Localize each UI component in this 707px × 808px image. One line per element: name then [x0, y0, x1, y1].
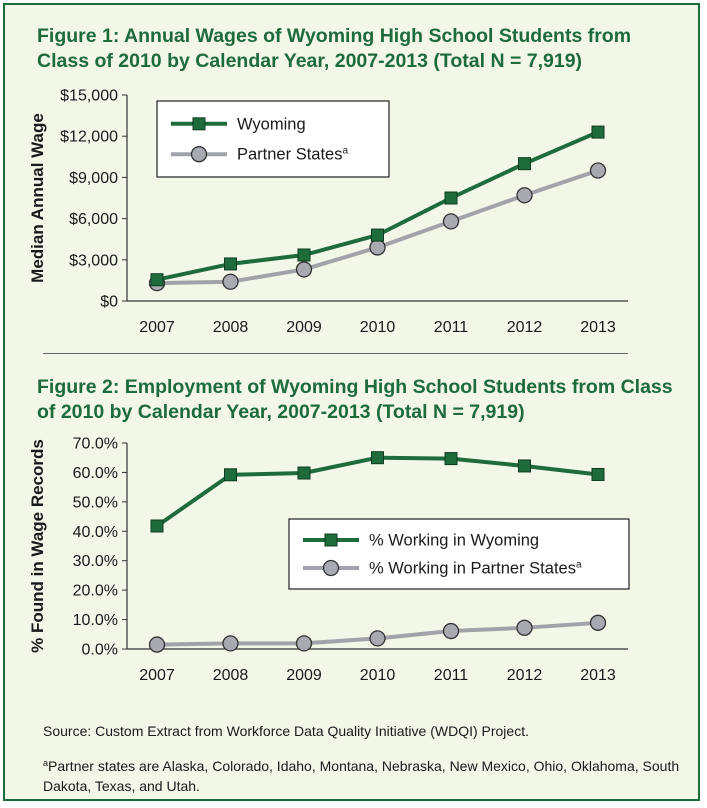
legend-footnote-marker: a — [575, 559, 582, 571]
y-tick-label: 30.0% — [72, 553, 118, 571]
x-tick-label: 2012 — [506, 667, 543, 684]
wyoming-point — [225, 258, 237, 270]
x-tick-label: 2010 — [359, 319, 396, 336]
figure-1-title: Figure 1: Annual Wages of Wyoming High School Students from Class of 2010 by Calendar Year, 2007-2013 (Total N = 7,919) — [37, 25, 632, 72]
y-tick-label: 60.0% — [72, 464, 118, 482]
partner-point — [591, 163, 606, 178]
y-tick-label: $0 — [100, 293, 118, 311]
y-tick-label: 50.0% — [72, 494, 118, 512]
wyoming-point — [298, 249, 310, 261]
y-tick-label: $3,000 — [69, 252, 118, 270]
partner-point — [297, 636, 312, 651]
x-tick-label: 2008 — [212, 319, 249, 336]
x-tick-label: 2009 — [286, 319, 322, 336]
legend-wyoming-label: % Working in Wyoming — [369, 531, 540, 550]
partner-point — [150, 637, 165, 652]
wyoming-series-line — [157, 458, 598, 526]
legend-footnote-marker: a — [342, 145, 349, 157]
x-tick-label: 2011 — [433, 667, 469, 684]
y-tick-label: $15,000 — [60, 87, 118, 105]
wyoming-point — [298, 467, 310, 479]
footnote — [43, 753, 683, 796]
partner-point — [517, 620, 532, 635]
figure-1-chart — [5, 75, 698, 345]
x-tick-label: 2011 — [433, 319, 469, 336]
wyoming-point — [225, 469, 237, 481]
wyoming-point — [372, 452, 384, 464]
partner-point — [297, 262, 312, 277]
figure-panel — [3, 3, 700, 801]
partner-point — [223, 636, 238, 651]
legend-box — [157, 101, 389, 177]
legend-wyoming-marker — [193, 118, 205, 130]
x-tick-label: 2009 — [286, 667, 322, 684]
legend-partner-label: % Working in Partner States$^a$ — [369, 559, 582, 578]
wyoming-point — [445, 453, 457, 465]
wyoming-point — [592, 126, 604, 138]
figure-2-title: Figure 2: Employment of Wyoming High School Students from Class of 2010 by Calendar Year, 2007-2013 (Total N = 7,919) — [37, 376, 673, 423]
partner-point — [370, 240, 385, 255]
source-note: Source: Custom Extract from Workforce Data Quality Initiative (WDQI) Project. — [43, 723, 529, 739]
x-tick-label: 2013 — [580, 319, 616, 336]
figure-2-chart — [5, 425, 698, 695]
partner-point — [517, 188, 532, 203]
y-tick-label: $12,000 — [60, 128, 118, 146]
x-tick-label: 2007 — [139, 667, 175, 684]
x-tick-label: 2012 — [506, 319, 543, 336]
x-tick-label: 2013 — [580, 667, 616, 684]
wyoming-point — [445, 192, 457, 204]
wyoming-point — [372, 229, 384, 241]
legend-partner-marker — [324, 561, 339, 576]
wyoming-point — [151, 520, 163, 532]
x-tick-label: 2010 — [359, 667, 396, 684]
partner-point — [370, 631, 385, 646]
wyoming-point — [519, 460, 531, 472]
figure-divider — [43, 353, 628, 354]
legend-partner-marker — [192, 147, 207, 162]
x-tick-label: 2007 — [139, 319, 175, 336]
y-axis-title: Median Annual Wage — [28, 113, 47, 283]
legend-wyoming-marker — [325, 534, 337, 546]
y-tick-label: 10.0% — [72, 612, 118, 630]
y-tick-label: 40.0% — [72, 523, 118, 541]
wyoming-point — [592, 468, 604, 480]
y-tick-label: 70.0% — [72, 435, 118, 453]
y-axis-title: % Found in Wage Records — [28, 439, 47, 653]
y-tick-label: 0.0% — [81, 641, 118, 659]
y-tick-label: $9,000 — [69, 169, 118, 187]
y-tick-label: 20.0% — [72, 582, 118, 600]
partner-point — [591, 615, 606, 630]
wyoming-point — [151, 274, 163, 286]
legend-box — [289, 519, 629, 589]
footnote-text: Partner states are Alaska, Colorado, Idaho, Montana, Nebraska, New Mexico, Ohio, Oklahoma, South Dakota, Texas, and Utah. — [43, 758, 680, 794]
partner-point — [444, 624, 459, 639]
partner-point — [223, 274, 238, 289]
x-tick-label: 2008 — [212, 667, 249, 684]
footnote-marker: a — [43, 758, 49, 768]
legend-wyoming-label: Wyoming — [237, 115, 306, 134]
partner-point — [444, 214, 459, 229]
wyoming-point — [519, 158, 531, 170]
legend-partner-label: Partner States$^a$ — [237, 145, 349, 164]
y-tick-label: $6,000 — [69, 211, 118, 229]
